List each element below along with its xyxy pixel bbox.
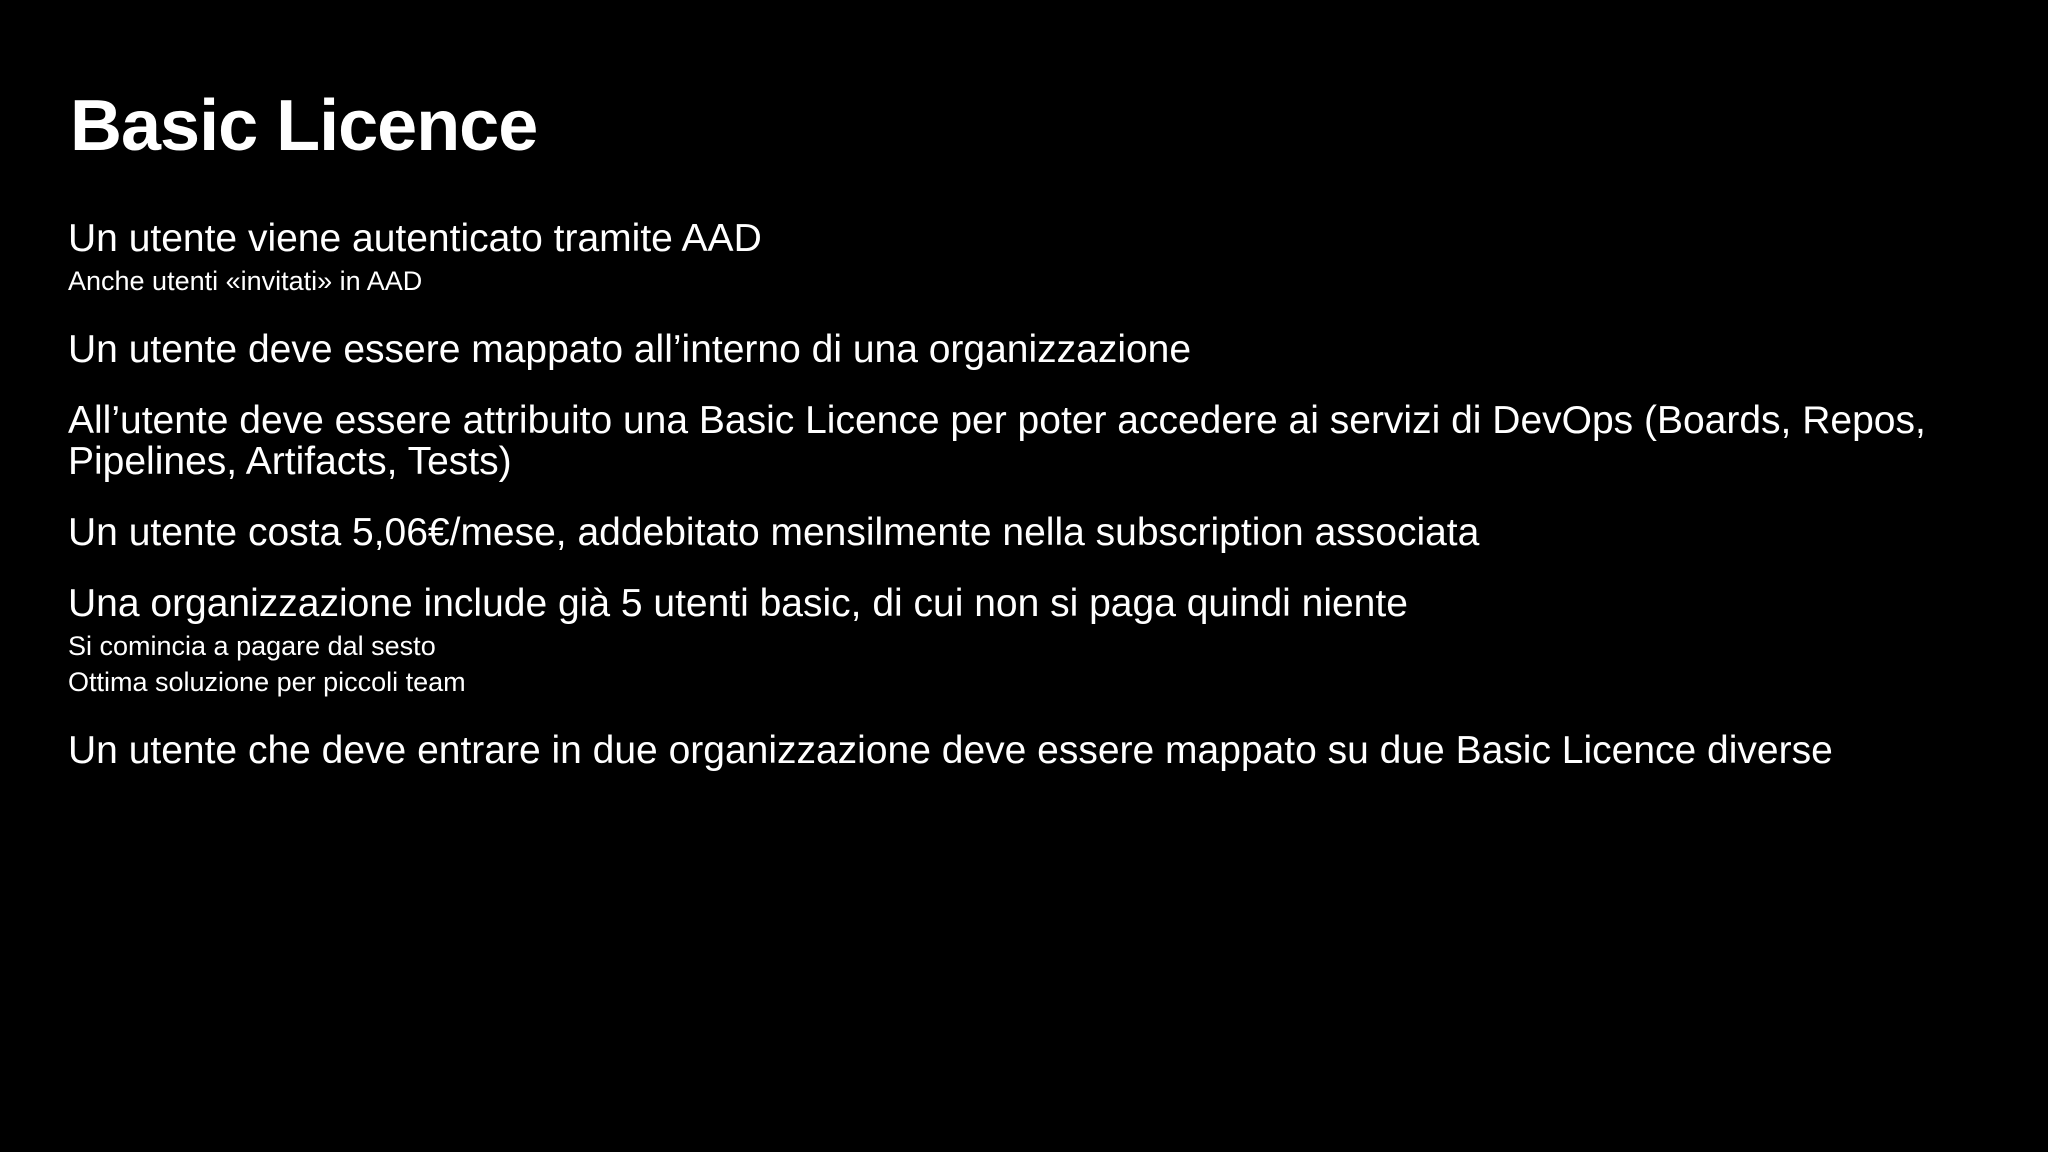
sub-bullet-text: Si comincia a pagare dal sesto: [68, 631, 436, 661]
bullet-item: [68, 329, 1998, 370]
bullet-list: [68, 218, 1998, 801]
sub-bullet-text: Anche utenti «invitati» in AAD: [68, 266, 423, 296]
bullet-text: Un utente viene autenticato tramite AAD: [68, 217, 762, 260]
sub-bullet-list: [68, 628, 1998, 700]
bullet-item: [68, 218, 1998, 299]
bullet-text: Un utente costa 5,06€/mese, addebitato mensilmente nella subscription associata: [68, 511, 1480, 554]
bullet-text: Un utente deve essere mappato all’interno di una organizzazione: [68, 328, 1192, 371]
bullet-text: All’utente deve essere attribuito una Basic Licence per poter accedere ai servizi di DevOps (Boards, Repos, Pipelines, Artifacts, Tests): [68, 399, 1926, 483]
sub-bullet-text: Ottima soluzione per piccoli team: [68, 667, 466, 697]
sub-bullet-list: [68, 263, 1998, 299]
bullet-item: [68, 583, 1998, 700]
bullet-item: [68, 512, 1998, 553]
bullet-item: [68, 730, 1998, 771]
slide-title: Basic Licence: [70, 86, 538, 166]
bullet-text: Un utente che deve entrare in due organizzazione deve essere mappato su due Basic Licence diverse: [68, 729, 1833, 772]
bullet-text: Una organizzazione include già 5 utenti basic, di cui non si paga quindi niente: [68, 582, 1408, 625]
bullet-item: [68, 400, 1998, 482]
